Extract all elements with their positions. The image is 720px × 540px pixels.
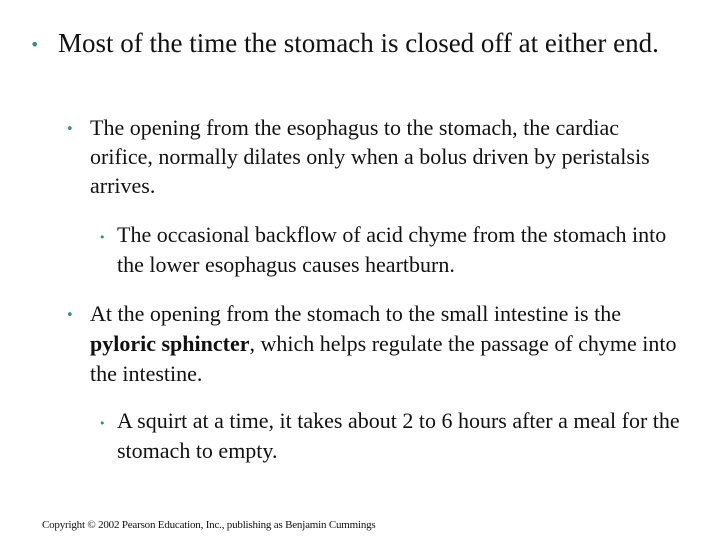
bullet-dot-icon: • xyxy=(99,231,106,244)
bullet-level2-pyloric-sphincter xyxy=(66,299,690,389)
bullet-text xyxy=(90,299,690,389)
bullet-text-after: , which helps regulate the passage of chyme into the intestine. xyxy=(90,331,677,386)
bullet-level2-cardiac-orifice xyxy=(66,113,680,200)
bold-term: pyloric sphincter xyxy=(90,331,250,356)
bullet-level3-heartburn xyxy=(99,220,687,280)
bullet-level3-stomach-empty xyxy=(99,406,687,466)
bullet-dot-icon: • xyxy=(30,35,40,54)
bullet-text-before: At the opening from the stomach to the small intestine is the xyxy=(90,301,621,326)
bullet-dot-icon: • xyxy=(66,122,74,137)
bullet-level1 xyxy=(30,27,698,60)
bullet-text: A squirt at a time, it takes about 2 to 6 hours after a meal for the stomach to empty. xyxy=(117,408,680,463)
bullet-text: The opening from the esophagus to the stomach, the cardiac orifice, normally dilates only when a bolus driven by peristalsis arrives. xyxy=(90,115,650,198)
copyright-footer: Copyright © 2002 Pearson Education, Inc., publishing as Benjamin Cummings xyxy=(42,519,376,531)
bullet-dot-icon: • xyxy=(99,417,106,430)
bullet-text: Most of the time the stomach is closed off at either end. xyxy=(58,28,659,58)
bullet-dot-icon: • xyxy=(66,308,74,323)
bullet-text: The occasional backflow of acid chyme from the stomach into the lower esophagus causes heartburn. xyxy=(117,222,667,277)
